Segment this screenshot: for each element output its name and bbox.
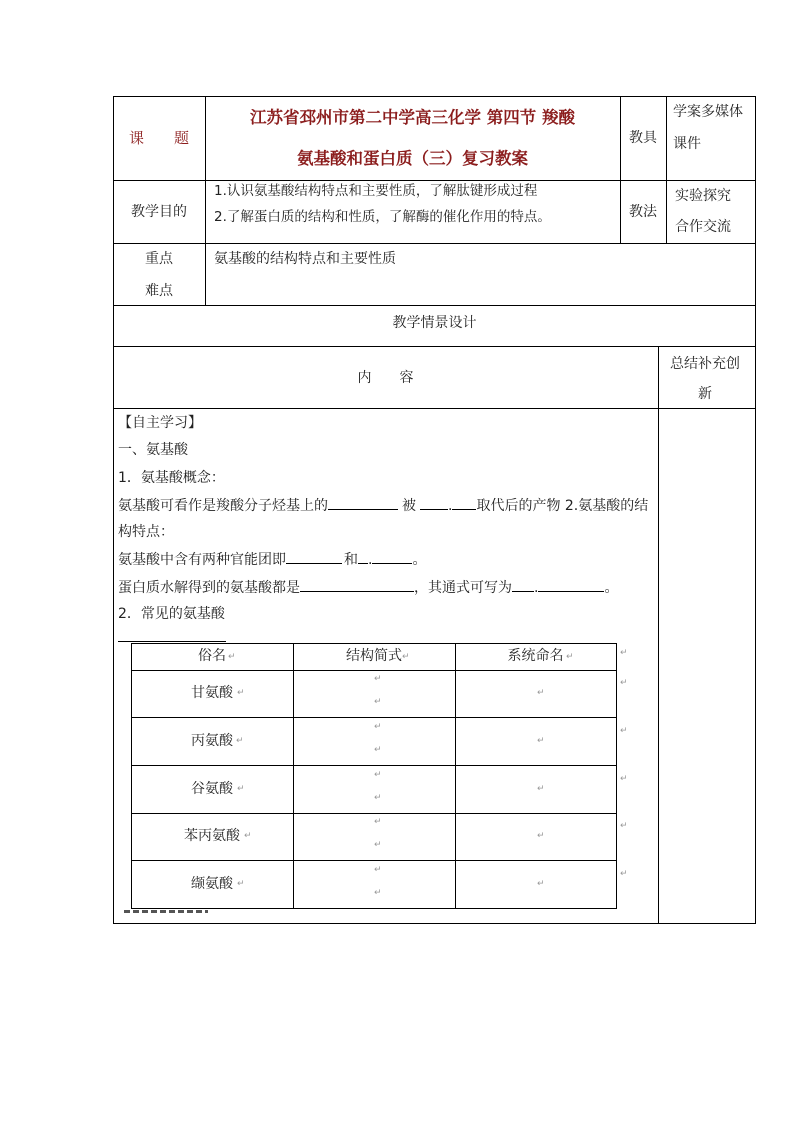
blank-1[interactable] [328,495,398,510]
col-header-common-name: 俗名 [198,648,226,664]
table-row-name: 甘氨酸 [191,685,233,701]
blank-8[interactable] [512,577,534,592]
page-title-line-2: 氨基酸和蛋白质（三）复习教案 [297,149,528,168]
col-header-structure: 结构简式 [346,648,402,664]
col-header-system-name: 系统命名 [507,648,564,664]
line-1-continued: 构特点： [118,524,174,540]
method-1: 实验探究 [675,188,731,204]
page-title-line-1: 江苏省邳州市第二中学高三化学 第四节 羧酸 [250,108,575,127]
fill-line-2 [118,549,426,570]
blank-2[interactable] [420,495,448,510]
line-2-part-c: 。 [412,552,427,568]
line-3-part-a: 蛋白质水解得到的氨基酸都是 [118,580,300,596]
line-1-part-b: 被 [402,498,416,514]
blank-5[interactable] [358,549,368,564]
goal-2: 2.了解蛋白质的结构和性质，了解酶的催化作用的特点。 [214,209,551,225]
line-3-part-b: ，其通式可写为 [414,580,512,596]
line-1-part-a: 氨基酸可看作是羧酸分子烃基上的 [118,498,328,514]
line-3-part-c: 。 [604,580,619,596]
blank-3[interactable] [452,495,476,510]
blank-6[interactable] [372,549,412,564]
method-label: 教法 [629,204,657,220]
tools-label: 教具 [629,130,657,146]
subject-label: 课 题 [128,129,189,147]
blank-4[interactable] [286,549,342,564]
section-tag: 【自主学习】 [118,415,202,431]
tools-value-2: 课件 [673,136,701,152]
item-2-heading: 2．常见的氨基酸 [118,606,225,622]
summary-label-2: 新 [698,386,712,402]
blank-dot-1: . [448,498,453,514]
content-label: 内 容 [357,370,414,386]
decorative-underline [118,641,226,642]
summary-label-1: 总结补充创 [670,356,740,372]
clipped-text-fragment [124,909,208,914]
goal-1: 1.认识氨基酸结构特点和主要性质，了解肽键形成过程 [214,183,538,199]
line-2-part-b: 和 [344,552,358,568]
method-2: 合作交流 [675,219,731,235]
keypoint-value: 氨基酸的结构特点和主要性质 [214,251,396,267]
blank-dot-3: . [534,580,539,596]
section-heading: 一、氨基酸 [118,442,188,458]
tools-value-1: 学案多媒体 [673,104,743,120]
item-1-heading: 1．氨基酸概念： [118,470,225,486]
blank-9[interactable] [538,577,604,592]
fill-line-1 [118,495,648,516]
blank-dot-2: . [368,552,373,568]
fill-line-3 [118,577,618,598]
goals-label: 教学目的 [131,204,187,220]
table-row-name: 丙氨酸 [191,733,233,749]
table-row-name: 苯丙氨酸 [184,828,240,844]
keypoint-label-1: 重点 [145,251,173,267]
line-2-part-a: 氨基酸中含有两种官能团即 [118,552,286,568]
line-1-part-c: 取代后的产物 2.氨基酸的结 [476,498,649,514]
blank-7[interactable] [300,577,414,592]
design-label: 教学情景设计 [392,315,477,331]
table-row-name: 缬氨酸 [191,876,233,892]
keypoint-label-2: 难点 [145,283,173,299]
table-row-name: 谷氨酸 [191,781,233,797]
